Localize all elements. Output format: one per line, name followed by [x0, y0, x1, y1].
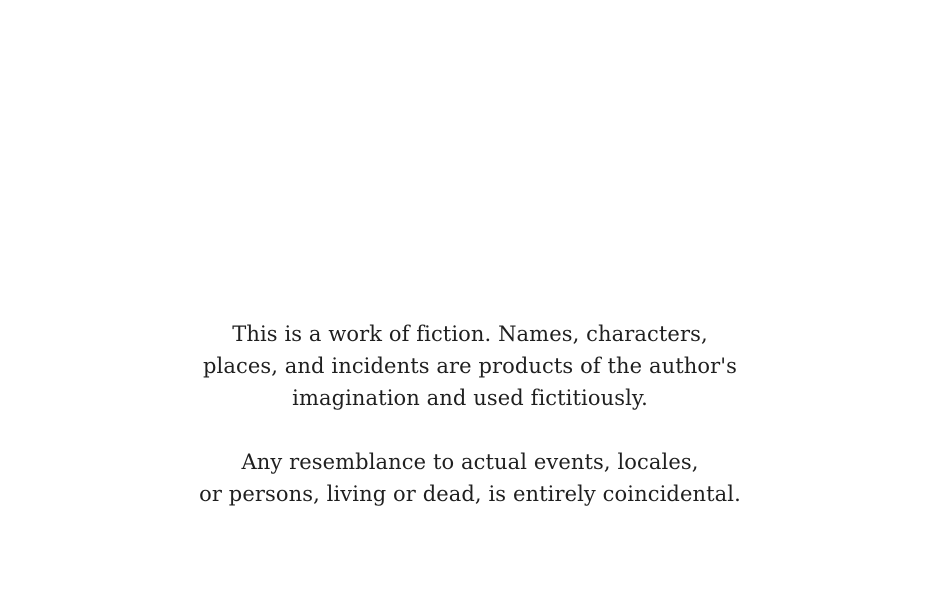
disclaimer-line: imagination and used fictitiously. [292, 386, 648, 410]
copyright-disclaimer [0, 318, 940, 510]
disclaimer-line: places, and incidents are products of the author's [203, 354, 737, 378]
disclaimer-paragraph-1 [0, 318, 940, 414]
disclaimer-paragraph-2 [0, 446, 940, 510]
disclaimer-line: or persons, living or dead, is entirely coincidental. [199, 482, 741, 506]
disclaimer-line: This is a work of fiction. Names, characters, [232, 322, 708, 346]
disclaimer-line: Any resemblance to actual events, locales, [241, 450, 699, 474]
